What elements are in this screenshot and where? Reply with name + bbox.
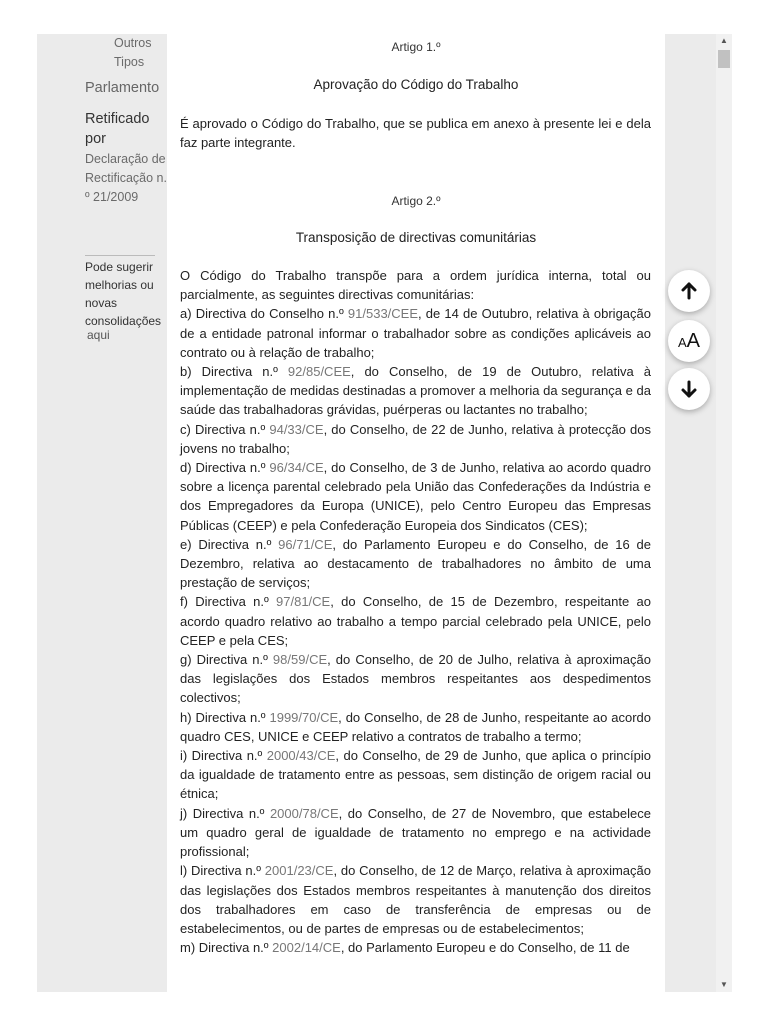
font-size-button[interactable] [668,320,710,362]
article-1-number: Artigo 1.º [391,40,441,54]
directive-description: , do Conselho, de 20 de Julho, relativa à aproximação das legislações dos Estados membros respeitantes aos despedimentos colectivos; [180,652,651,706]
scrollbar-thumb[interactable] [718,50,730,68]
article-2-title: Transposição de directivas comunitárias [295,230,537,245]
directive-list [180,304,651,957]
scroll-up-arrow-icon[interactable]: ▲ [720,36,728,45]
directive-link[interactable]: 1999/70/CE [269,709,339,725]
retificacao-link[interactable]: Declaração de Rectificação n.º 21/2009 [85,152,167,204]
directive-description: , do Conselho, de 15 de Dezembro, respeitante ao acordo quadro relativo ao trabalho a tempo parcial celebrado pela UNICE, pelo CEEP e pela CES; [180,594,651,648]
directive-prefix: f) Directiva n.º [180,594,277,610]
article-2-intro: O Código do Trabalho transpõe para a ordem jurídica interna, total ou parcialmente, as seguintes directivas comunitárias: [180,268,651,303]
directive-link[interactable]: 2000/78/CE [269,805,339,821]
directive-prefix: j) Directiva n.º [180,805,270,821]
directive-prefix: h) Directiva n.º [180,709,270,725]
sidebar [37,34,167,992]
directive-item [180,746,651,804]
directive-link[interactable]: 2001/23/CE [264,863,334,879]
arrow-down-icon [679,379,699,399]
article-2-body [180,266,651,957]
directive-item [180,804,651,862]
directive-description: , do Conselho, de 22 de Junho, relativa à protecção dos jovens no trabalho; [180,421,651,456]
directive-item [180,938,651,957]
suggestion-text: Pode sugerir melhorias ou novas consolidações [85,260,162,328]
directive-prefix: b) Directiva n.º [180,364,288,380]
sidebar-item-outros-tipos[interactable]: Outros Tipos [114,36,152,69]
article-2-number: Artigo 2.º [391,194,441,208]
directive-link[interactable]: 92/85/CEE [287,364,351,380]
directive-item [180,535,651,593]
article-1-title: Aprovação do Código do Trabalho [313,77,519,92]
directive-prefix: i) Directiva n.º [180,748,267,764]
directive-item [180,708,651,746]
directive-description: , do Conselho, de 29 de Junho, que aplica o princípio da igualdade de tratamento entre as pessoas, sem distinção de origem racial ou étnica; [180,748,651,802]
sidebar-divider [85,255,155,256]
directive-description: , de 14 de Outubro, relativa à obrigação de a entidade patronal informar o trabalhador sobre as condições aplicáveis ao contrato ou à relação de trabalho; [180,306,651,360]
scroll-down-arrow-icon[interactable]: ▼ [720,980,728,989]
directive-description: , do Parlamento Europeu e do Conselho, de 16 de Dezembro, relativa ao destacamento de trabalhadores no âmbito de uma prestação de serviços; [180,536,651,591]
directive-prefix: a) Directiva do Conselho n.º [180,306,348,322]
directive-item [180,592,651,650]
sidebar-item-parlamento[interactable]: Parlamento [85,80,160,96]
directive-prefix: d) Directiva n.º [180,460,270,476]
directive-description: , do Conselho, de 3 de Junho, relativa ao acordo quadro sobre a licença parental celebrado pela União das Confederações da Indústria e dos Empregadores da Europa (UNICE), pelo Centro Europeu das Empresas Públicas (CEEP) e pela Confederação Europeia dos Sindicatos (CES); [180,460,651,533]
directive-link[interactable]: 2002/14/CE [272,940,341,956]
directive-prefix: c) Directiva n.º [180,421,270,437]
directive-prefix: e) Directiva n.º [180,536,279,552]
directive-link[interactable]: 96/71/CE [278,536,333,552]
directive-item [180,861,651,938]
scrollbar[interactable] [716,34,732,992]
directive-item [180,420,651,458]
directive-prefix: l) Directiva n.º [180,863,265,879]
directive-item [180,650,651,708]
directive-description: , do Conselho, de 19 de Outubro, relativa à implementação de medidas destinadas a promover a melhoria da segurança e da saúde das trabalhadoras grávidas, puérperas ou lactantes no trabalho; [180,364,651,418]
directive-description: , do Parlamento Europeu e do Conselho, de 11 de [340,940,630,956]
arrow-up-icon [679,281,699,301]
scroll-to-top-button[interactable] [668,270,710,312]
scroll-to-bottom-button[interactable] [668,368,710,410]
suggestion-link[interactable]: aqui [87,328,110,342]
directive-link[interactable]: 94/33/CE [269,421,324,437]
directive-description: , do Conselho, de 28 de Junho, respeitante ao acordo quadro CES, UNICE e CEEP relativo a contratos de trabalho a termo; [180,709,651,744]
directive-link[interactable]: 2000/43/CE [266,748,336,764]
directive-item [180,458,651,535]
directive-item [180,362,651,420]
retificado-por-heading: Retificado por [85,111,150,147]
directive-link[interactable]: 97/81/CE [276,594,331,610]
directive-description: , do Conselho, de 27 de Novembro, que estabelece um quadro geral de igualdade de tratamento no emprego e na actividade profissional; [180,805,651,860]
directive-prefix: m) Directiva n.º [180,940,273,956]
directive-prefix: g) Directiva n.º [180,652,273,668]
font-size-icon: AA [677,329,700,352]
article-1-text: É aprovado o Código do Trabalho, que se publica em anexo à presente lei e dela faz parte integrante. [180,116,651,151]
directive-item [180,304,651,362]
directive-link[interactable]: 91/533/CEE [347,306,419,322]
directive-link[interactable]: 96/34/CE [269,460,324,476]
directive-description: , do Conselho, de 12 de Março, relativa à aproximação das legislações dos Estados membros respeitantes à manutenção dos direitos dos trabalhadores em caso de transferência de empresas ou de estabelecimentos, ou de partes de empresas ou de estabelecimentos; [180,863,651,936]
directive-link[interactable]: 98/59/CE [272,652,328,668]
document-content [167,34,665,992]
